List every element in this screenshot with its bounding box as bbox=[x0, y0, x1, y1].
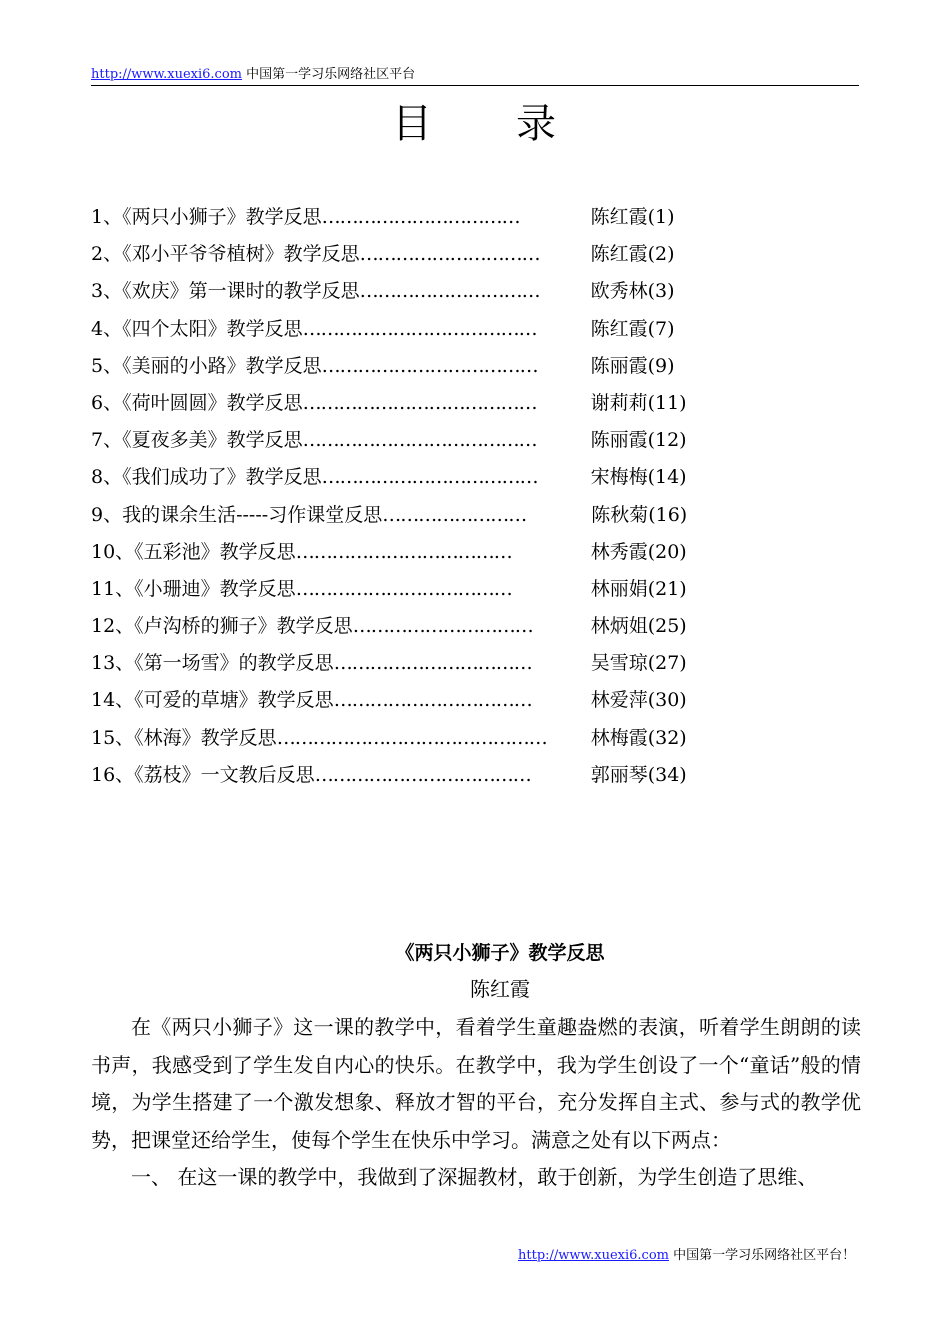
toc-entry-author-page: 陈红霞(7) bbox=[590, 317, 675, 340]
toc-entry-author-page: 林爱萍(30) bbox=[590, 689, 687, 712]
toc-entry[interactable] bbox=[91, 311, 851, 348]
toc-title-char-2: 录 bbox=[516, 101, 558, 147]
toc-entry[interactable] bbox=[91, 199, 851, 236]
toc-entry-title: 16、《荔枝》一文教后反思 bbox=[91, 763, 315, 786]
toc-dot-leader: ………………………… bbox=[359, 280, 540, 303]
toc-entry[interactable] bbox=[91, 682, 851, 719]
toc-entry-title: 3、《欢庆》第一课时的教学反思 bbox=[91, 280, 360, 303]
toc-entry[interactable] bbox=[91, 608, 851, 645]
toc-entry[interactable] bbox=[91, 645, 851, 682]
toc-dot-leader: ………………………………… bbox=[302, 317, 537, 340]
toc-entry-title: 10、《五彩池》教学反思 bbox=[91, 540, 296, 563]
toc-dot-leader: …………………… bbox=[382, 503, 527, 526]
toc-entry-title: 9、我的课余生活-----习作课堂反思 bbox=[91, 503, 383, 526]
page-footer bbox=[518, 1247, 863, 1265]
toc-dot-leader: ……………………………… bbox=[295, 540, 512, 563]
toc-entry-author-page: 陈红霞(2) bbox=[590, 243, 675, 266]
toc-entry-author-page: 陈红霞(1) bbox=[590, 206, 675, 228]
toc-entry[interactable] bbox=[91, 720, 851, 757]
toc-entry[interactable] bbox=[91, 459, 851, 496]
toc-entry-title: 11、《小珊迪》教学反思 bbox=[91, 577, 296, 600]
article-paragraph: 在《两只小狮子》这一课的教学中，看着学生童趣盎燃的表演，听着学生朗朗的读书声，我感受到了学生发自内心的快乐。在教学中，我为学生创设了一个“童话”般的情境，为学生搭建了一个激发想象、释放才智的平台，充分发挥自主式、参与式的教学优势，把课堂还给学生，使每个学生在快乐中学习。满意之处有以下两点： bbox=[91, 1015, 861, 1152]
toc-entry-title: 12、《卢沟桥的狮子》教学反思 bbox=[91, 615, 353, 638]
toc-entry[interactable] bbox=[91, 534, 851, 571]
toc-entry[interactable] bbox=[91, 273, 851, 310]
toc-dot-leader: ……………………………… bbox=[314, 763, 531, 786]
toc-dot-leader: …………………………… bbox=[333, 652, 532, 675]
header-site-name: 中国第一学习乐网络社区平台 bbox=[241, 67, 416, 82]
toc-entry[interactable] bbox=[91, 348, 851, 385]
toc-entry-author-page: 陈秋菊(16) bbox=[591, 503, 688, 526]
page-header bbox=[91, 66, 859, 84]
toc-entry-title: 5、《美丽的小路》教学反思 bbox=[91, 354, 322, 377]
toc-entry[interactable] bbox=[91, 236, 851, 273]
toc-entry[interactable] bbox=[91, 497, 851, 534]
article-paragraph: 一、 在这一课的教学中，我做到了深掘教材，敢于创新，为学生创造了思维、 bbox=[131, 1165, 818, 1189]
toc-entry-title: 14、《可爱的草塘》教学反思 bbox=[91, 689, 334, 712]
toc-entry-title: 8、《我们成功了》教学反思 bbox=[91, 466, 322, 489]
article-body bbox=[91, 1009, 861, 1197]
toc-entry-author-page: 吴雪琼(27) bbox=[590, 652, 687, 675]
toc-entry-author-page: 谢莉莉(11) bbox=[590, 391, 687, 414]
toc-entry-title: 1、《两只小狮子》教学反思 bbox=[91, 206, 322, 228]
toc-entry-title: 2、《邓小平爷爷植树》教学反思 bbox=[91, 243, 360, 266]
table-of-contents bbox=[91, 199, 851, 794]
toc-dot-leader: ……………………………… bbox=[321, 466, 538, 489]
toc-entry-title: 13、《第一场雪》的教学反思 bbox=[91, 652, 334, 675]
toc-entry-title: 15、《林海》教学反思 bbox=[91, 726, 277, 749]
toc-entry-author-page: 欧秀林(3) bbox=[590, 280, 675, 303]
toc-entry-title: 4、《四个太阳》教学反思 bbox=[91, 317, 303, 340]
toc-entry-author-page: 宋梅梅(14) bbox=[590, 466, 687, 489]
header-divider bbox=[91, 85, 859, 86]
article-author: 陈红霞 bbox=[470, 977, 530, 1001]
toc-title bbox=[0, 100, 950, 148]
toc-dot-leader: ………………………………… bbox=[302, 391, 537, 414]
toc-dot-leader: ……………………………… bbox=[321, 354, 538, 377]
toc-entry-author-page: 林炳姐(25) bbox=[590, 615, 687, 638]
header-url-link[interactable]: http://www.xuexi6.com bbox=[91, 67, 242, 82]
toc-entry[interactable] bbox=[91, 422, 851, 459]
toc-dot-leader: …………………………… bbox=[321, 206, 520, 228]
toc-entry-author-page: 林梅霞(32) bbox=[590, 726, 687, 749]
toc-entry-author-page: 林丽娟(21) bbox=[590, 577, 687, 600]
toc-title-char-1: 目 bbox=[392, 101, 434, 147]
toc-dot-leader: …………………………… bbox=[333, 689, 532, 712]
toc-dot-leader: ……………………………… bbox=[295, 577, 512, 600]
toc-dot-leader: ………………………… bbox=[359, 243, 540, 266]
toc-entry-title: 7、《夏夜多美》教学反思 bbox=[91, 429, 303, 452]
toc-entry-author-page: 陈丽霞(9) bbox=[590, 354, 675, 377]
toc-entry-author-page: 林秀霞(20) bbox=[590, 540, 687, 563]
toc-dot-leader: ………………………………… bbox=[302, 429, 537, 452]
toc-dot-leader: ……………………………………… bbox=[276, 726, 547, 749]
toc-entry[interactable] bbox=[91, 571, 851, 608]
article-title: 《两只小狮子》教学反思 bbox=[395, 942, 605, 964]
toc-entry[interactable] bbox=[91, 385, 851, 422]
toc-entry-author-page: 郭丽琴(34) bbox=[590, 763, 687, 786]
footer-url-link[interactable]: http://www.xuexi6.com bbox=[518, 1248, 669, 1263]
toc-dot-leader: ………………………… bbox=[352, 615, 533, 638]
footer-site-name: 中国第一学习乐网络社区平台！ bbox=[668, 1248, 856, 1263]
toc-entry-title: 6、《荷叶圆圆》教学反思 bbox=[91, 391, 303, 414]
toc-entry-author-page: 陈丽霞(12) bbox=[590, 429, 687, 452]
toc-entry[interactable] bbox=[91, 757, 851, 794]
